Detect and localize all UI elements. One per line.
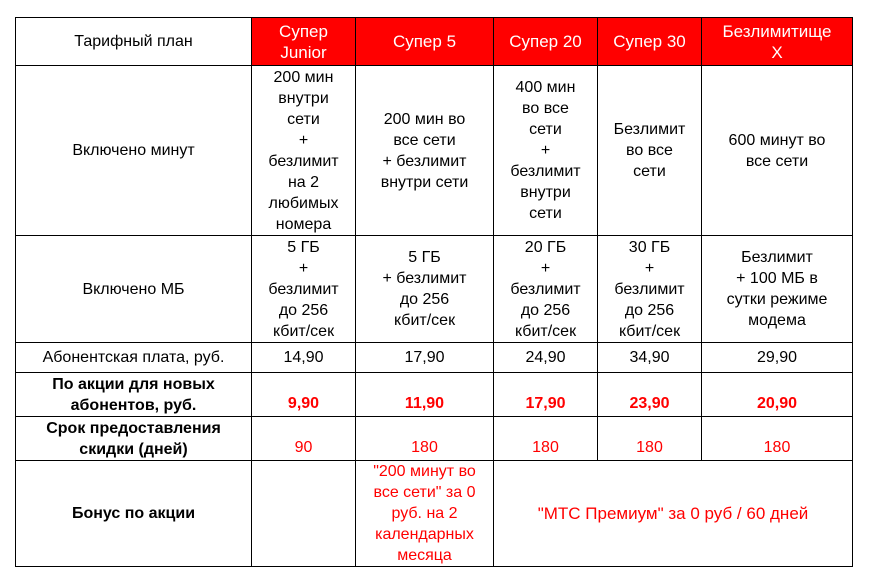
row-label-bonus: Бонус по акции xyxy=(16,461,252,567)
table-cell: 14,90 xyxy=(252,343,356,373)
table-cell: 600 минут во все сети xyxy=(702,66,853,236)
plan-super-20-header: Супер 20 xyxy=(494,18,598,66)
row-label-discount-term: Срок предоставления скидки (дней) xyxy=(16,417,252,461)
table-cell: 180 xyxy=(702,417,853,461)
table-row-discount-term xyxy=(16,417,853,461)
table-cell: 90 xyxy=(252,417,356,461)
table-cell: 20 ГБ + безлимит до 256 кбит/сек xyxy=(494,236,598,343)
tariff-table xyxy=(15,17,853,567)
header-label-cell: Тарифный план xyxy=(16,18,252,66)
bonus-super-5-cell: "200 минут во все сети" за 0 руб. на 2 календарных месяца xyxy=(356,461,494,567)
table-cell: 400 мин во все сети + безлимит внутри сети xyxy=(494,66,598,236)
table-cell: 180 xyxy=(356,417,494,461)
table-cell: Безлимит + 100 МБ в сутки режиме модема xyxy=(702,236,853,343)
table-cell: 23,90 xyxy=(598,373,702,417)
table-cell: 17,90 xyxy=(356,343,494,373)
row-label-mb: Включено МБ xyxy=(16,236,252,343)
row-label-fee: Абонентская плата, руб. xyxy=(16,343,252,373)
plan-super-30-header: Супер 30 xyxy=(598,18,702,66)
table-cell: 180 xyxy=(598,417,702,461)
table-row-bonus xyxy=(16,461,853,567)
table-row-fee xyxy=(16,343,853,373)
row-label-minutes: Включено минут xyxy=(16,66,252,236)
plan-super-5-header: Супер 5 xyxy=(356,18,494,66)
table-cell: 24,90 xyxy=(494,343,598,373)
table-row-mb xyxy=(16,236,853,343)
row-label-promo: По акции для новых абонентов, руб. xyxy=(16,373,252,417)
table-cell: 180 xyxy=(494,417,598,461)
table-cell xyxy=(252,461,356,567)
table-cell: 5 ГБ + безлимит до 256 кбит/сек xyxy=(252,236,356,343)
table-cell: 29,90 xyxy=(702,343,853,373)
table-cell: 20,90 xyxy=(702,373,853,417)
plan-super-junior-header: Супер Junior xyxy=(252,18,356,66)
table-cell: 17,90 xyxy=(494,373,598,417)
table-cell: 30 ГБ + безлимит до 256 кбит/сек xyxy=(598,236,702,343)
table-cell: 9,90 xyxy=(252,373,356,417)
table-cell: 5 ГБ + безлимит до 256 кбит/сек xyxy=(356,236,494,343)
table-cell: 200 мин во все сети + безлимит внутри сети xyxy=(356,66,494,236)
plan-bezlimitische-x-header: Безлимитище X xyxy=(702,18,853,66)
bonus-mts-premium-cell: "МТС Премиум" за 0 руб / 60 дней xyxy=(494,461,853,567)
table-row-minutes xyxy=(16,66,853,236)
table-cell: 34,90 xyxy=(598,343,702,373)
table-header-row xyxy=(16,18,853,66)
table-cell: 11,90 xyxy=(356,373,494,417)
table-row-promo xyxy=(16,373,853,417)
table-cell: 200 мин внутри сети + безлимит на 2 любимых номера xyxy=(252,66,356,236)
table-cell: Безлимит во все сети xyxy=(598,66,702,236)
